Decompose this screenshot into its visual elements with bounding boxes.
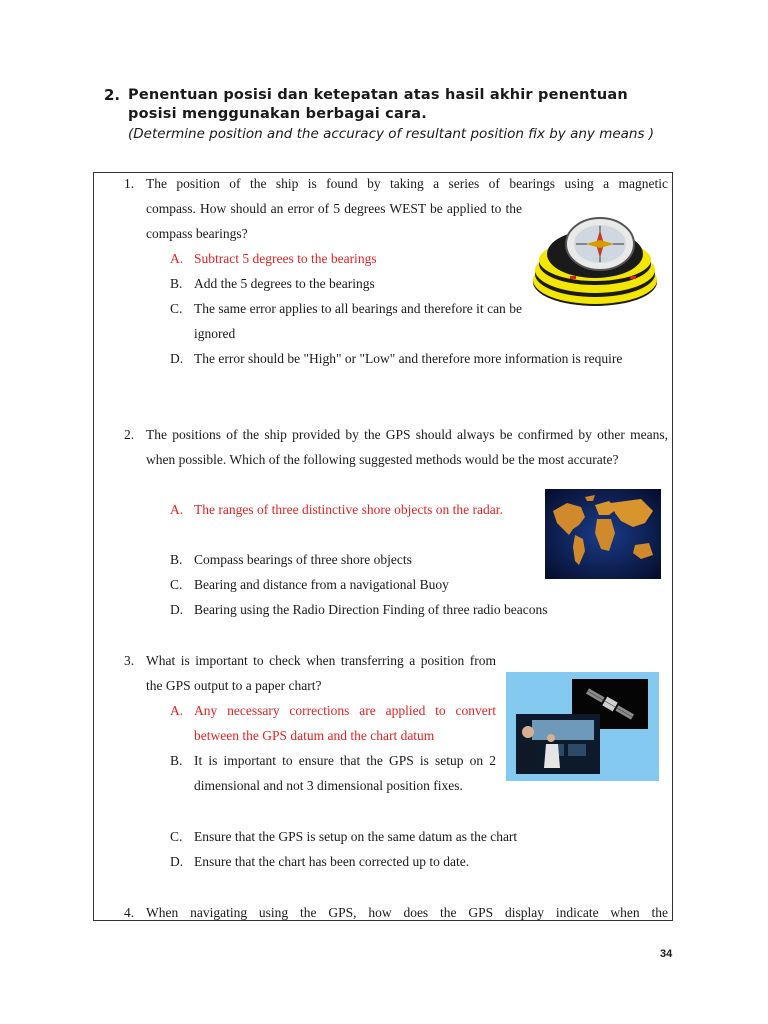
option-text: Bearing and distance from a navigational Buoy	[194, 577, 449, 592]
option-2a[interactable]	[170, 497, 534, 522]
question-3	[124, 648, 496, 698]
question-number: 4.	[124, 905, 135, 920]
section-subtitle: (Determine position and the accuracy of resultant position fix by any means )	[128, 126, 655, 142]
option-3c[interactable]	[170, 824, 668, 849]
option-text: The same error applies to all bearings and therefore it can be ignored	[194, 301, 522, 341]
option-3d[interactable]	[170, 849, 668, 874]
question-number: 1.	[124, 176, 135, 191]
option-2d[interactable]	[170, 597, 668, 622]
option-3a[interactable]	[170, 698, 496, 748]
option-letter: B.	[170, 552, 183, 567]
option-letter: A.	[170, 502, 184, 517]
question-text: When navigating using the GPS, how does the GPS display indicate when the	[146, 905, 668, 920]
option-letter: C.	[170, 577, 183, 592]
option-letter: B.	[170, 753, 183, 768]
option-text: Ensure that the GPS is setup on the same datum as the chart	[194, 829, 518, 844]
option-1c[interactable]	[170, 296, 522, 346]
option-letter: D.	[170, 602, 184, 617]
option-letter: A.	[170, 251, 184, 266]
option-2c[interactable]	[170, 572, 534, 597]
option-1a[interactable]	[170, 246, 510, 271]
page-number: 34	[660, 948, 673, 960]
option-3b[interactable]	[170, 748, 496, 798]
option-text: Ensure that the chart has been corrected up to date.	[194, 854, 470, 869]
question-number: 2.	[124, 427, 135, 442]
option-letter: A.	[170, 703, 184, 718]
question-text-line: compass. How should an error of 5 degrees WEST be applied to the compass bearings?	[146, 201, 522, 241]
question-box-divider	[93, 920, 673, 921]
option-1d[interactable]	[170, 346, 668, 371]
question-text: What is important to check when transferring a position from the GPS output to a paper chart?	[146, 653, 496, 693]
option-letter: B.	[170, 276, 183, 291]
option-text: The ranges of three distinctive shore objects on the radar.	[194, 502, 503, 517]
option-text: Any necessary corrections are applied to convert between the GPS datum and the chart datum	[194, 703, 496, 743]
section-number: 2.	[104, 86, 121, 104]
satellite-bridge-image	[506, 672, 659, 781]
option-letter: C.	[170, 829, 183, 844]
option-letter: D.	[170, 854, 184, 869]
section-title: Penentuan posisi dan ketepatan atas hasil akhir penentuan posisi menggunakan berbagai cara.	[128, 87, 628, 122]
option-text: Bearing using the Radio Direction Finding of three radio beacons	[194, 602, 548, 617]
section-heading	[104, 86, 674, 143]
option-text: Compass bearings of three shore objects	[194, 552, 412, 567]
option-text: The error should be "High" or "Low" and therefore more information is require	[194, 351, 623, 366]
option-text: Add the 5 degrees to the bearings	[194, 276, 375, 291]
option-text: It is important to ensure that the GPS is setup on 2 dimensional and not 3 dimensional position fixes.	[194, 753, 496, 793]
question-2	[124, 422, 668, 472]
world-map-image	[545, 489, 661, 579]
question-text: The positions of the ship provided by the GPS should always be confirmed by other means, when possible. Which of the following suggested methods would be the most accurate?	[146, 427, 668, 467]
option-2b[interactable]	[170, 547, 534, 572]
magnetic-compass-image	[530, 210, 660, 310]
option-letter: D.	[170, 351, 184, 366]
option-letter: C.	[170, 301, 183, 316]
question-text-line: The position of the ship is found by taking a series of bearings using a magnetic	[146, 176, 668, 191]
question-4	[124, 900, 668, 920]
option-text: Subtract 5 degrees to the bearings	[194, 251, 377, 266]
option-1b[interactable]	[170, 271, 510, 296]
question-number: 3.	[124, 653, 135, 668]
